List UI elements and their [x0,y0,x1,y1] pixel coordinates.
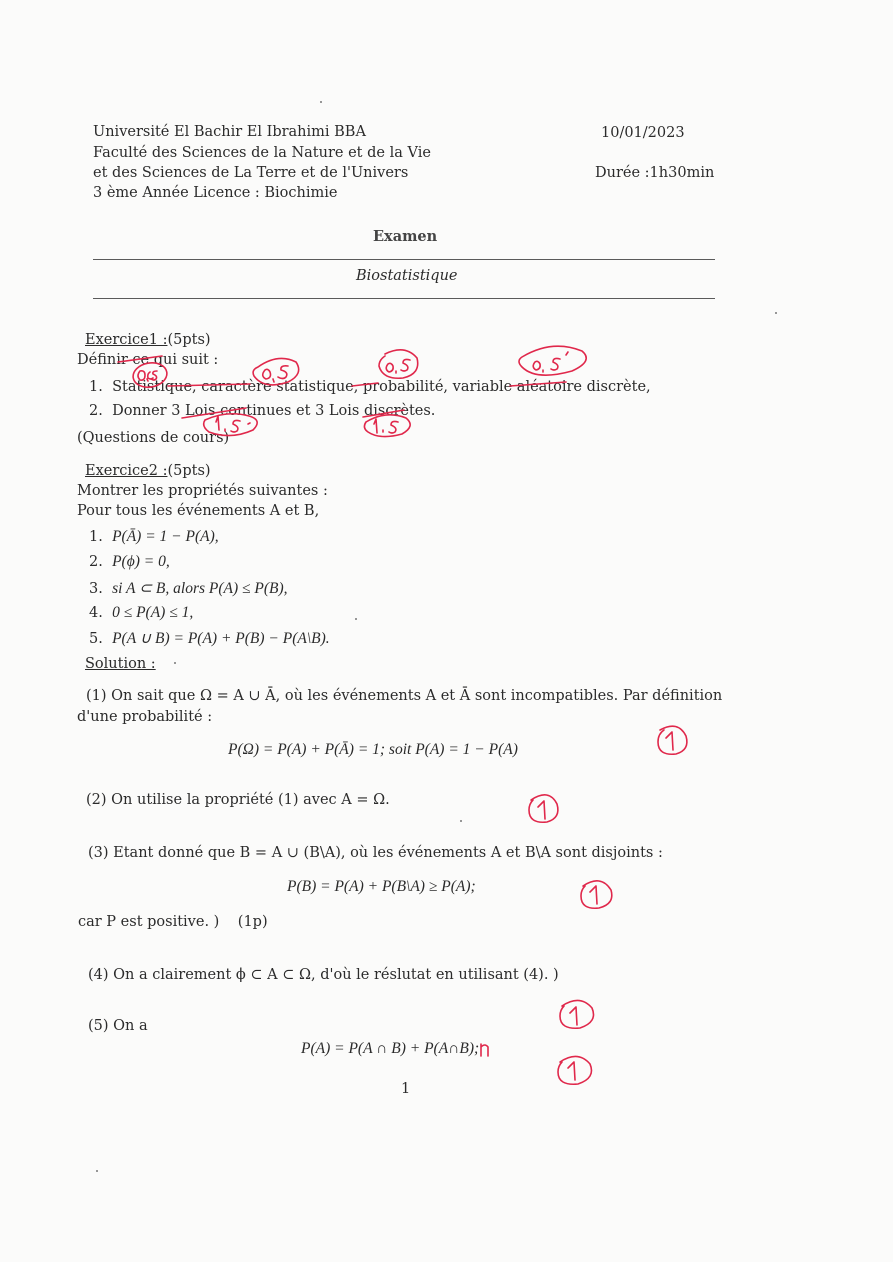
item-number: 5. [89,631,103,647]
item-text: Donner 3 Lois continues et 3 Lois discrètes. [112,403,436,419]
exam-date: 10/01/2023 [601,125,685,141]
exercise1-intro: Définir ce qui suit : [77,352,219,368]
solution-4: (4) On a clairement ϕ ⊂ A ⊂ Ω, d'où le réslutat en utilisant (4). ) [88,967,559,983]
solution-1-equation: P(Ω) = P(A) + P(Ā) = 1; soit P(A) = 1 − P(A) [228,741,518,758]
study-level: 3 ème Année Licence : Biochimie [93,185,338,201]
exercise1-item [89,379,651,395]
scan-speck [460,820,462,822]
item-number: 1. [89,529,103,545]
grade-mark-0-5 [519,346,586,375]
grade-mark-1 [658,726,687,754]
grade-mark-0-5 [379,350,418,378]
solution-3-points: (1p) [237,914,268,930]
exam-title: Examen [373,228,438,245]
scan-speck [174,662,176,664]
property-item [89,553,170,571]
exam-subject: Biostatistique [356,268,458,284]
solution-3: (3) Etant donné que B = A ∪ (B\A), où les événements A et B\A sont disjoints : [88,845,663,861]
grade-mark-1 [529,795,558,822]
scan-speck [96,1170,98,1172]
exercise1-points: (5pts) [167,332,211,348]
exercise2-intro-2: Pour tous les événements A et B, [77,503,320,519]
solution-heading: Solution : [85,656,156,672]
exercise2-heading [85,463,211,479]
item-number: 2. [89,554,103,570]
property-item [89,579,288,598]
item-number: 1. [89,379,103,395]
title-rule-top [93,259,715,260]
item-formula: si A ⊂ B, alors P(A) ≤ P(B), [112,580,288,597]
item-formula: P(ϕ) = 0, [112,553,170,570]
exam-duration: Durée :1h30min [595,165,715,181]
grade-mark-1 [581,881,612,908]
scan-speck [775,312,777,314]
university-name: Université El Bachir El Ibrahimi BBA [93,124,366,140]
item-formula: 0 ≤ P(A) ≤ 1, [112,604,194,621]
item-number: 2. [89,403,103,419]
solution-1-line-2: d'une probabilité : [77,709,213,725]
item-number: 4. [89,605,103,621]
solution-5: (5) On a [88,1018,148,1034]
exercise2-intro-1: Montrer les propriétés suivantes : [77,483,328,499]
item-formula: P(Ā) = 1 − P(A), [112,528,219,545]
exercise2-label: Exercice2 : [85,463,168,479]
exercise1-label: Exercice1 : [85,332,168,348]
scan-speck [355,618,357,620]
solution-2: (2) On utilise la propriété (1) avec A = Ω. [86,792,390,808]
solution-3-note [78,914,268,930]
item-number: 3. [89,581,103,597]
property-item [89,604,193,622]
solution-1-line-1: (1) On sait que Ω = A ∪ Ā, où les événements A et Ā sont incompatibles. Par définition [86,688,723,704]
title-rule-bottom [93,298,715,299]
faculty-line-1: Faculté des Sciences de la Nature et de la Vie [93,145,431,161]
exercise1-heading [85,332,211,348]
solution-3-note-text: car P est positive. ) [78,914,220,930]
page-number: 1 [401,1081,411,1097]
property-item [89,629,330,648]
grade-mark-1 [560,1000,594,1028]
exercise1-item [89,403,435,419]
scan-speck [320,101,322,103]
property-item [89,528,219,546]
grade-mark-1 [558,1056,592,1084]
ink-correction [481,1044,488,1056]
item-formula: P(A ∪ B) = P(A) + P(B) − P(A\B). [112,630,330,647]
solution-3-equation: P(B) = P(A) + P(B\A) ≥ P(A); [287,878,476,895]
faculty-line-2: et des Sciences de La Terre et de l'Univers [93,165,409,181]
exercise1-note: (Questions de cours) [77,430,230,446]
item-text: Statistique, caractère statistique, probabilité, variable aléatoire discrète, [112,379,651,395]
solution-5-equation: P(A) = P(A ∩ B) + P(A∩B); [301,1040,480,1057]
exercise2-points: (5pts) [167,463,211,479]
